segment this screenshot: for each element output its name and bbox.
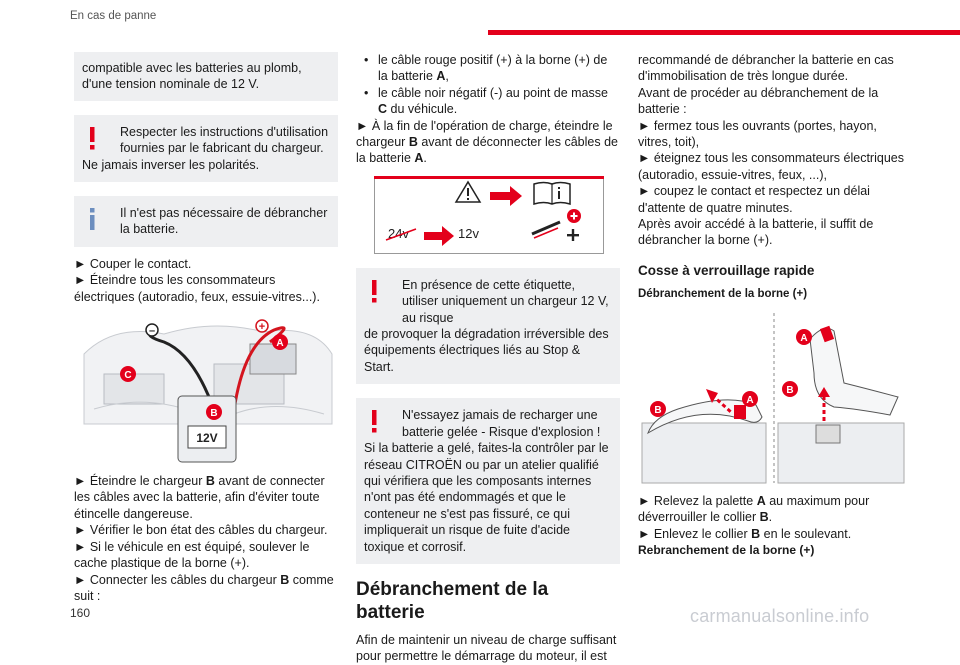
callout-a-right: A (800, 332, 808, 344)
step-d: ► Si le véhicule en est équipé, soulever le cache plastique de la borne (+). (74, 539, 310, 571)
label-12v: 12v (458, 225, 479, 241)
warning-2-lead: En présence de cette étiquette, utiliser uniquement un chargeur 12 V, au risque (402, 277, 609, 325)
warning-mark-icon (365, 409, 383, 435)
callout-b-right: B (786, 384, 794, 396)
callout-a-left: A (746, 394, 754, 406)
info-box-1 (74, 196, 338, 247)
intro-text: compatible avec les batteries au plomb, d'une tension nominale de 12 V. (82, 61, 302, 92)
cable-list (356, 52, 620, 118)
warning-2-rest: de provoquer la dégradation irréversible des équipements électriques liés au Stop & Start. (364, 327, 609, 374)
label-24v: 24v (388, 225, 409, 241)
page-number: 160 (70, 606, 91, 620)
disconnect-terminal-heading: Débranchement de la borne (+) (638, 288, 808, 301)
warning-box-2 (356, 268, 620, 384)
prep-step-0: ► fermez tous les ouvrants (portes, hayon, vitres, toit), (638, 118, 877, 150)
intro-box (74, 52, 338, 101)
column-3 (638, 52, 908, 558)
plus-label: + (258, 321, 266, 334)
callout-b-left: B (654, 404, 662, 416)
prep-step-1: ► éteignez tous les consommateurs électriques (autoradio, essuie-vitres, feux, ...), (638, 151, 904, 182)
warning-mark-icon (83, 126, 101, 152)
disconnect-intro: Afin de maintenir un niveau de charge suffisant pour permettre le démarrage du moteur, il est (356, 632, 617, 664)
info-1-text: Il n'est pas nécessaire de débrancher la batterie. (120, 206, 328, 237)
list-item: • le câble noir négatif (-) au point de masse C du véhicule. (356, 85, 620, 118)
warning-3-rest: Si la batterie a gelé, faites-la contrôler par le réseau CITROËN ou par un atelier qualifié qui vérifiera que les composants internes n'ont pas été endommagés et que le conteneur ne s'est pas fissuré, ce qui impliquerait un risque de fuite d'acide toxique et corrosif. (364, 441, 609, 554)
charger-voltage-label: 12V (196, 431, 218, 446)
quick-lock-heading: Cosse à verrouillage rapide (638, 262, 815, 278)
reconnect-terminal-heading: Rebranchement de la borne (+) (638, 542, 815, 557)
release-step-1: ► Relevez la palette A au maximum pour déverrouiller le collier B. (638, 493, 870, 525)
warning-box-1 (74, 115, 338, 182)
disconnect-section-heading: Débranchement de la batterie (356, 578, 549, 623)
column-1 (74, 52, 338, 604)
callout-c: C (124, 370, 132, 382)
step-a-0: ► Couper le contact. (74, 256, 192, 271)
info-mark-icon (83, 207, 101, 233)
column-2 (356, 52, 620, 665)
quick-release-terminal-figure (638, 313, 908, 483)
section-title: En cas de panne (70, 10, 157, 22)
before-text: Avant de procéder au débranchement de la batterie : (638, 85, 879, 117)
minus-label: – (148, 325, 156, 338)
callout-b: B (210, 408, 218, 420)
prep-step-2: ► coupez le contact et respectez un délai d'attente de quatre minutes. (638, 184, 870, 215)
warning-3-lead: N'essayez jamais de recharger une batterie gelée - Risque d'explosion ! (402, 408, 601, 439)
step-a-1: ► Éteindre tous les consommateurs électriques (autoradio, feux, essuie-vitres...). (74, 273, 320, 304)
watermark: carmanualsonline.info (690, 606, 870, 626)
warning-box-3 (356, 398, 620, 564)
step-c: ► Vérifier le bon état des câbles du chargeur. (74, 523, 328, 538)
charger-connection-figure (74, 314, 338, 464)
warning-1-rest: Ne jamais inverser les polarités. (82, 157, 260, 172)
warning-1-lead: Respecter les instructions d'utilisation fournies par le fabricant du chargeur. (120, 124, 329, 156)
release-step-2: ► Enlevez le collier B en le soulevant. (638, 526, 852, 541)
list-item: • le câble rouge positif (+) à la borne (+) de la batterie A, (356, 52, 620, 85)
recommend-text: recommandé de débrancher la batterie en cas d'immobilisation de très longue durée. (638, 53, 894, 84)
step-e: ► Connecter les câbles du chargeur B comme suit : (74, 572, 334, 603)
header-accent-bar (488, 30, 960, 35)
warning-mark-icon (365, 279, 383, 305)
step-b: ► Éteindre le chargeur B avant de connecter les câbles avec la batterie, afin d'éviter toute étincelle dangereuse. (74, 474, 325, 521)
end-charge-step: ► À la fin de l'opération de charge, éteindre le chargeur B avant de déconnecter les câbles de la batterie A. (356, 118, 618, 166)
callout-a: A (276, 338, 284, 350)
stop-start-label-figure (374, 176, 604, 254)
manual-book-icon (534, 182, 570, 204)
after-text: Après avoir accédé à la batterie, il suffit de débrancher la borne (+). (638, 217, 874, 248)
page-header (0, 0, 960, 40)
